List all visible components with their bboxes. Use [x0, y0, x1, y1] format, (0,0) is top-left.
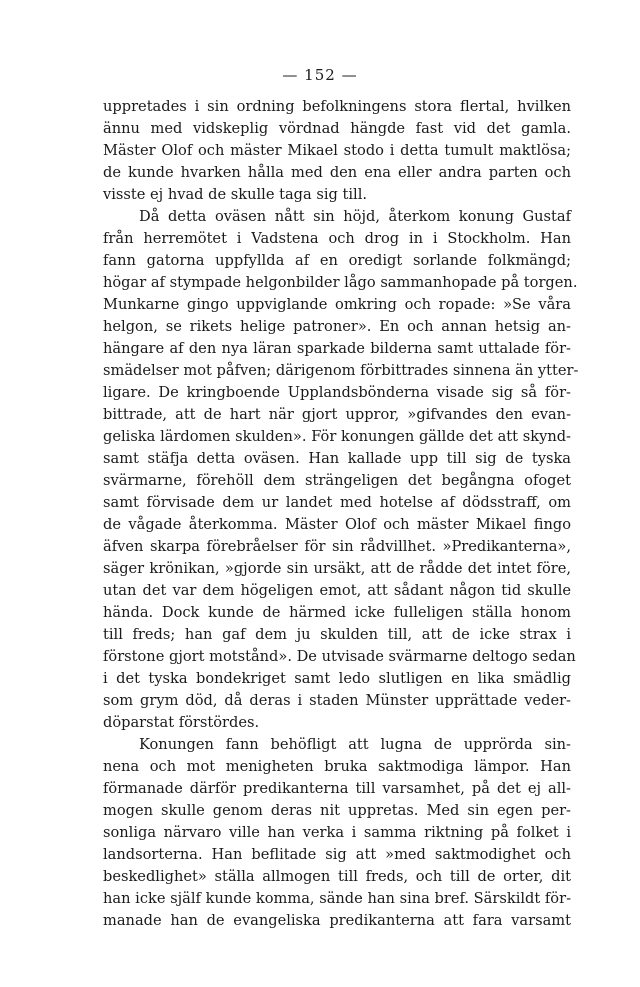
text-line: visste ej hvad de skulle taga sig till.: [103, 186, 368, 203]
text-line: högar af stympade helgonbilder lågo sammanhopade på torgen.: [103, 274, 578, 291]
text-line: hända. Dock kunde de härmed icke fulleligen ställa honom: [103, 604, 571, 621]
text-line: beskedlighet» ställa allmogen till freds, och till de orter, dit: [103, 868, 571, 885]
text-line: från herremötet i Vadstena och drog in i Stockholm. Han: [103, 230, 571, 247]
text-line: bittrade, att de hart när gjort uppror, »gifvandes den evan-: [103, 406, 571, 423]
text-line: mogen skulle genom deras nit uppretas. Med sin egen per-: [103, 802, 571, 819]
text-line: som grym död, då deras i staden Münster upprättade veder-: [103, 692, 571, 709]
text-line: ännu med vidskeplig vördnad hängde fast vid det gamla.: [103, 120, 571, 137]
text-line: fann gatorna uppfyllda af en oredigt sorlande folkmängd;: [103, 252, 571, 269]
text-line: de vågade återkomma. Mäster Olof och mäster Mikael fingo: [103, 516, 571, 533]
text-line: Munkarne gingo uppviglande omkring och ropade: »Se våra: [103, 296, 571, 313]
text-line: förmanade därför predikanterna till varsamhet, på det ej all-: [103, 780, 571, 797]
text-line: nena och mot menigheten bruka saktmodiga lämpor. Han: [103, 758, 571, 775]
text-line: geliska lärdomen skulden». För konungen gällde det att skynd-: [103, 428, 571, 445]
text-line: förstone gjort motstånd». De utvisade svärmarne deltogo sedan: [103, 648, 576, 665]
body-text: [103, 96, 579, 932]
text-line: samt stäfja detta oväsen. Han kallade upp till sig de tyska: [103, 450, 571, 467]
text-line: smädelser mot påfven; därigenom förbittrades sinnena än ytter-: [103, 362, 579, 379]
text-line: helgon, se rikets helige patroner». En och annan hetsig an-: [103, 318, 571, 335]
text-line: hängare af den nya läran sparkade bilderna samt uttalade för-: [103, 340, 571, 357]
text-line: äfven skarpa förebråelser för sin rådvillhet. »Predikanterna»,: [103, 538, 571, 555]
text-line: utan det var dem högeligen emot, att sådant någon tid skulle: [103, 582, 571, 599]
text-line: Då detta oväsen nått sin höjd, återkom konung Gustaf: [139, 208, 571, 225]
text-line: svärmarne, förehöll dem strängeligen det begångna ofoget: [103, 472, 571, 489]
text-line: sonliga närvaro ville han verka i samma riktning på folket i: [103, 824, 571, 841]
text-line: Konungen fann behöfligt att lugna de upprörda sin-: [139, 736, 571, 753]
text-line: i det tyska bondekriget samt ledo slutligen en lika smädlig: [103, 670, 571, 687]
text-line: ligare. De kringboende Upplandsbönderna visade sig så för-: [103, 384, 571, 401]
text-line: samt förvisade dem ur landet med hotelse af dödsstraff, om: [103, 494, 571, 511]
page-number: — 152 —: [282, 66, 358, 84]
text-line: döparstat förstördes.: [103, 714, 260, 731]
text-line: han icke själf kunde komma, sände han sina bref. Särskildt för-: [103, 890, 571, 907]
text-line: de kunde hvarken hålla med den ena eller andra parten och: [103, 164, 571, 181]
text-line: säger krönikan, »gjorde sin ursäkt, att de rådde det intet före,: [103, 560, 571, 577]
text-line: Mäster Olof och mäster Mikael stodo i detta tumult maktlösa;: [103, 142, 571, 159]
text-line: manade han de evangeliska predikanterna att fara varsamt: [103, 912, 571, 929]
text-line: till freds; han gaf dem ju skulden till, att de icke strax i: [103, 626, 571, 643]
text-line: landsorterna. Han beflitade sig att »med saktmodighet och: [103, 846, 571, 863]
text-line: uppretades i sin ordning befolkningens stora flertal, hvilken: [103, 98, 571, 115]
